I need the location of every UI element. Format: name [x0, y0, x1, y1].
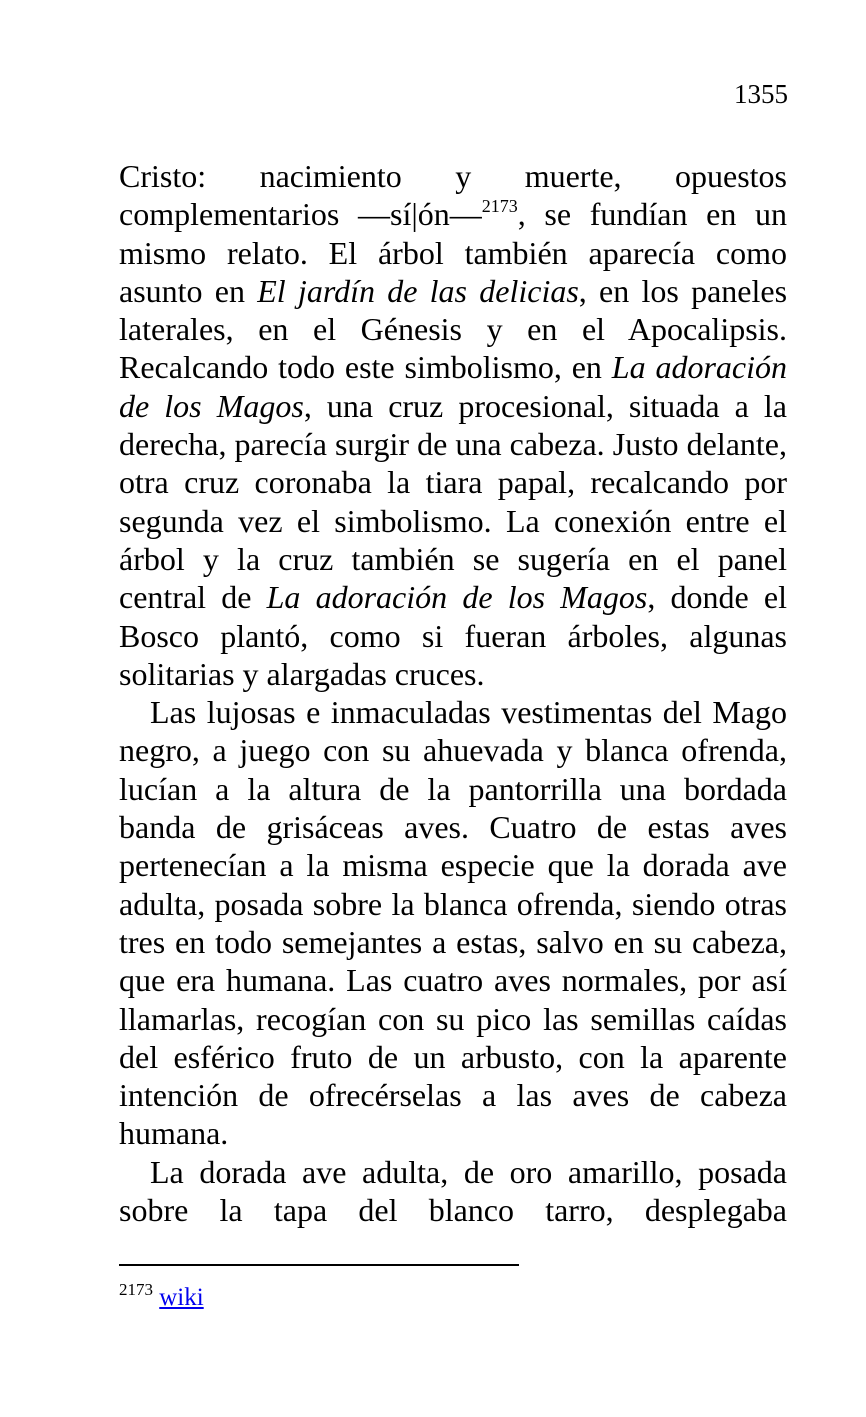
text-run: , donde el Bosco plantó, como si fueran árboles, algunas solitarias y alargadas cruces. — [119, 579, 788, 692]
paragraph-1 — [119, 157, 787, 693]
footnote-reference[interactable]: 2173 — [481, 196, 518, 217]
italic-title: El jardín de las delicias — [257, 272, 579, 309]
italic-title: La adoración de los Magos — [266, 579, 648, 616]
text-run: , una cruz procesional, situada a la derecha, parecía surgir de una cabeza. Justo delante, otra cruz coronaba la tiara papal, recalcando por segunda vez el simbolismo. La conexión entre el árbol y la cruz también se sugería en el panel central de — [119, 387, 788, 616]
text-run: Las lujosas e inmaculadas vestimentas del Mago negro, a juego con su ahuevada y blanca ofrenda, lucían a la altura de la pantorrilla una bordada banda de grisáceas aves. Cuatro de estas aves pertenecían a la misma especie que la dorada ave adulta, posada sobre la blanca ofrenda, siendo otras tres en todo semejantes a estas, salvo en su cabeza, que era humana. Las cuatro aves normales, por así llamarlas, recogían con su pico las semillas caídas del esférico fruto de un arbusto, con la aparente intención de ofrecérselas a las aves de cabeza humana. — [119, 694, 787, 1152]
text-run: Cristo: nacimiento y muerte, opuestos complementarios —sí|ón— — [119, 158, 787, 233]
footnote-link[interactable]: wiki — [159, 1284, 204, 1311]
paragraph-2 — [119, 693, 787, 1153]
text-run: La dorada ave adulta, de oro amarillo, posada sobre la tapa del blanco tarro, desplegaba — [119, 1153, 787, 1229]
page-number: 1355 — [734, 79, 788, 109]
text-run: , se fundían en un mismo relato. El árbol también aparecía como asunto en — [119, 196, 788, 309]
paragraph-3 — [119, 1153, 787, 1230]
footnote-divider — [119, 1264, 519, 1266]
footnote-number: 2173 — [119, 1280, 153, 1299]
italic-title: La adoración de los Magos — [119, 349, 788, 424]
footnote — [119, 1282, 204, 1314]
body-text — [119, 157, 787, 1229]
text-run: , en los paneles laterales, en el Génesis y en el Apocalipsis. Recalcando todo este simbolismo, en — [119, 272, 788, 386]
